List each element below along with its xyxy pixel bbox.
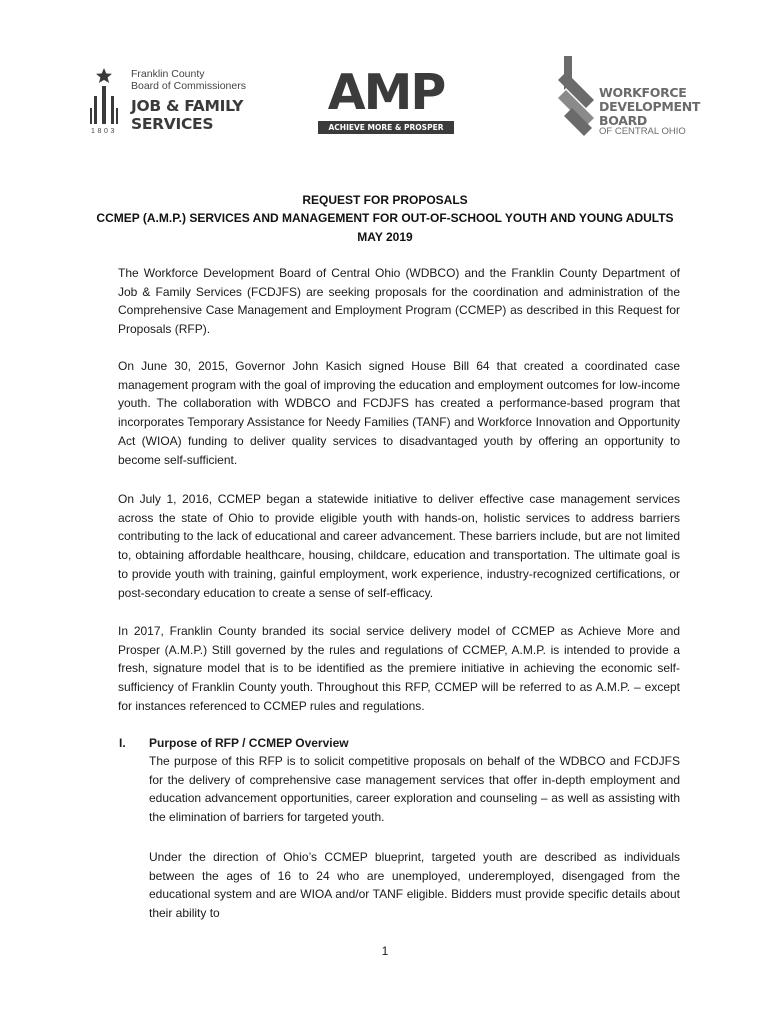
body-paragraph: On July 1, 2016, CCMEP began a statewide initiative to deliver effective case management services across the state of Ohio to provide eligible youth with hands-on, holistic services to address barriers contributing to the lack of educational and career advancement. These barriers include, but are not limited to, obtaining affordable healthcare, housing, childcare, education and transportation. The ultimate goal is to provide youth with training, gainful employment, work experience, industry-recognized certifications, or post-secondary education to create a sense of self-efficacy. — [118, 492, 680, 600]
wdb-logo — [558, 56, 701, 138]
wdb-line-3: BOARD — [599, 113, 647, 128]
document-date: MAY 2019 — [357, 230, 413, 244]
courthouse-star-icon — [90, 66, 130, 128]
section-paragraph: The purpose of this RFP is to solicit competitive proposals on behalf of the WDBCO and FCDJFS for the delivery of comprehensive case management services that offer in-depth employment and education advancement opportunities, career exploration and counseling – as well as assisting with the elimination of barriers for targeted youth. — [149, 754, 680, 825]
wdb-line-2: DEVELOPMENT — [599, 99, 701, 114]
wdb-chevron-icon — [558, 56, 596, 138]
wdb-line-4: OF CENTRAL OHIO — [599, 126, 686, 137]
amp-tagline: ACHIEVE MORE & PROSPER — [318, 121, 454, 134]
fcjfs-logo — [90, 66, 255, 138]
fcjfs-title-2: SERVICES — [131, 115, 214, 133]
document-subtitle: CCMEP (A.M.P.) SERVICES AND MANAGEMENT FOR OUT-OF-SCHOOL YOUTH AND YOUNG ADULTS — [96, 211, 674, 225]
page-number: 1 — [381, 944, 389, 958]
body-paragraph: The Workforce Development Board of Central Ohio (WDBCO) and the Franklin County Department of Job & Family Services (FCDJFS) are seeking proposals for the coordination and administration of the Comprehensive Case Management and Employment Program (CCMEP) as described in this Request for Proposals (RFP). — [118, 266, 680, 337]
document-title: REQUEST FOR PROPOSALS — [302, 193, 468, 207]
body-paragraph: In 2017, Franklin County branded its social service delivery model of CCMEP as Achieve More and Prosper (A.M.P.) Still governed by the rules and regulations of CCMEP, A.M.P. is intended to provide a fresh, signature model that is to be identified as the premiere initiative in achieving the economic self-sufficiency of Franklin County youth. Throughout this RFP, CCMEP will be referred to as A.M.P. – except for instances referenced to CCMEP rules and regulations. — [118, 624, 680, 713]
body-paragraph: On June 30, 2015, Governor John Kasich signed House Bill 64 that created a coordinated case management program with the goal of improving the education and employment outcomes for low-income youth. The collaboration with WDBCO and FCDJFS has created a performance-based program that incorporates Temporary Assistance for Needy Families (TANF) and Workforce Innovation and Opportunity Act (WIOA) funding to deliver quality services to disadvantaged youth by offering an opportunity to become self-sufficient. — [118, 359, 680, 467]
fcjfs-year: 1803 — [91, 128, 117, 135]
fcjfs-board: Board of Commissioners — [131, 80, 246, 92]
section-title: Purpose of RFP / CCMEP Overview — [149, 736, 349, 750]
fcjfs-title-1: JOB & FAMILY — [131, 97, 244, 115]
wdb-line-1: WORKFORCE — [599, 85, 687, 100]
fcjfs-county: Franklin County — [131, 68, 205, 80]
amp-logo — [318, 64, 454, 134]
section-paragraph: Under the direction of Ohio’s CCMEP blueprint, targeted youth are described as individuals between the ages of 16 to 24 who are unemployed, underemployed, disengaged from the educational system and are WIOA and/or TANF eligible. Bidders must provide specific details about their ability to — [149, 850, 680, 921]
section-number: I. — [119, 736, 126, 750]
amp-wordmark: AMP — [327, 64, 445, 121]
